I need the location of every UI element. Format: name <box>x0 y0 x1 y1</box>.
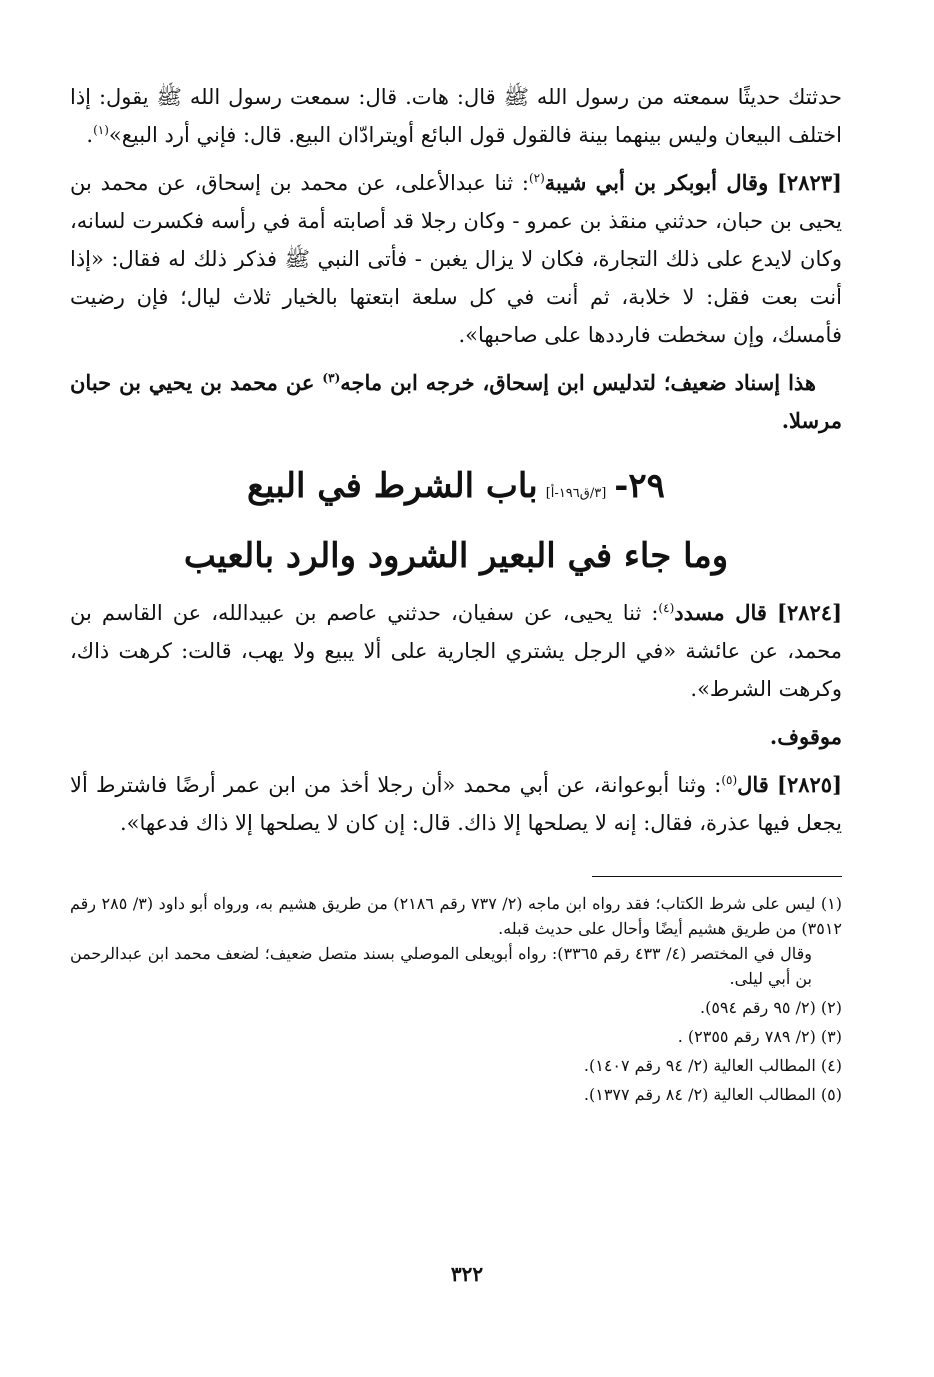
footnote-2: (٢) (٢/ ٩٥ رقم ٥٩٤). <box>700 998 842 1017</box>
hadith-text: : ثنا يحيى، عن سفيان، حدثني عاصم بن عبيدالله، عن القاسم بن محمد، عن عائشة «في الرجل يشتري الجارية على ألا يبيع ولا يهب، قالت: كرهت ذاك، وكرهت الشرط». <box>70 601 842 701</box>
chapter-number: ٢٩- <box>614 466 665 506</box>
hadith-text: : وثنا أبوعوانة، عن أبي محمد «أن رجلا أخذ من ابن عمر أرضًا فاشترط ألا يجعل فيها عذرة، فقال: إنه لا يصلحها إلا ذاك. قال: إن كان لا يصلحها إلا ذاك فدعها». <box>70 773 842 835</box>
hadith-text: : ثنا عبدالأعلى، عن محمد بن إسحاق، عن محمد بن يحيى بن حبان، حدثني منقذ بن عمرو - وكان رجلا قد أصابته أمة في رأسه فكسرت لسانه، وكان لايدع على ذلك التجارة، فكان لا يزال يغبن - فأتى النبي ﷺ فذكر ذلك له فقال: «إذا أنت بعت فقل: لا خلابة، ثم أنت في كل سلعة ابتعتها بالخيار ثلاث ليال؛ فإن رضيت فأمسك، وإن سخطت فارددها على صاحبها». <box>70 171 842 347</box>
footnotes <box>70 891 842 1107</box>
footnote-1 <box>70 891 842 991</box>
chapter-title: باب الشرط في البيع <box>247 466 538 506</box>
footnote-text: (١) ليس على شرط الكتاب؛ فقد رواه ابن ماجه (٢/ ٧٣٧ رقم ٢١٨٦) من طريق هشيم به، ورواه أبو داود (٣/ ٢٨٥ رقم ٣٥١٢) من طريق هشيم أيضًا وأحال على حديث قبله. <box>70 894 843 938</box>
footnote-5: (٥) المطالب العالية (٢/ ٨٤ رقم ١٣٧٧). <box>583 1085 842 1104</box>
hadith-narrator: قال <box>737 772 769 797</box>
footnote-4: (٤) المطالب العالية (٢/ ٩٤ رقم ١٤٠٧). <box>583 1056 842 1075</box>
hadith-narrator: قال مسدد <box>674 600 767 625</box>
hadith-narrator: وقال أبوبكر بن أبي شيبة <box>544 170 769 195</box>
paragraph-end: . <box>86 123 94 147</box>
chapter-subtitle: وما جاء في البعير الشرود والرد بالعيب <box>183 536 729 576</box>
footnote-ref: (١) <box>93 123 109 137</box>
footnote-ref: (٤) <box>658 601 675 615</box>
chapter-title-line <box>70 456 842 524</box>
hadith-number: [٢٨٢٣] <box>776 170 842 195</box>
chapter-heading <box>70 456 842 588</box>
page-body <box>70 78 842 1111</box>
footnote-ref: (٥) <box>721 773 738 787</box>
footnote-continuation: وقال في المختصر (٤/ ٤٣٣ رقم ٣٣٦٥): رواه أبويعلى الموصلي بسند متصل ضعيف؛ لضعف محمد ابن عبدالرحمن بن أبي ليلى. <box>70 944 812 988</box>
comment-text-end: عن محمد بن يحيي بن حبان مرسلا. <box>70 370 842 433</box>
hadith-2824 <box>70 594 842 708</box>
hadith-2825 <box>70 766 842 842</box>
footnote-3: (٣) (٢/ ٧٨٩ رقم ٢٣٥٥) . <box>677 1027 842 1046</box>
comment-text: هذا إسناد ضعيف؛ لتدليس ابن إسحاق، خرجه ابن ماجه <box>340 370 816 395</box>
paragraph-text: حدثتك حديثًا سمعته من رسول الله ﷺ قال: هات. قال: سمعت رسول الله ﷺ يقول: إذا اختلف البيعان وليس بينهما بينة فالقول قول البائع أويترادّان البيع. قال: فإني أرد البيع» <box>70 85 842 147</box>
hadith-number: [٢٨٢٤] <box>777 600 842 625</box>
page-number: ٣٢٢ <box>450 1262 484 1286</box>
paragraph-continuation <box>70 78 842 154</box>
footnote-ref: (٣) <box>322 371 341 385</box>
footnote-ref: (٢) <box>528 171 545 185</box>
hadith-2823 <box>70 164 842 354</box>
manuscript-ref: [٣/ق١٩٦-أ] <box>545 486 607 501</box>
grading-comment <box>70 364 842 440</box>
hadith-number: [٢٨٢٥] <box>777 772 842 797</box>
grading-mawquf: موقوف. <box>769 724 842 749</box>
footnote-divider <box>592 876 842 877</box>
